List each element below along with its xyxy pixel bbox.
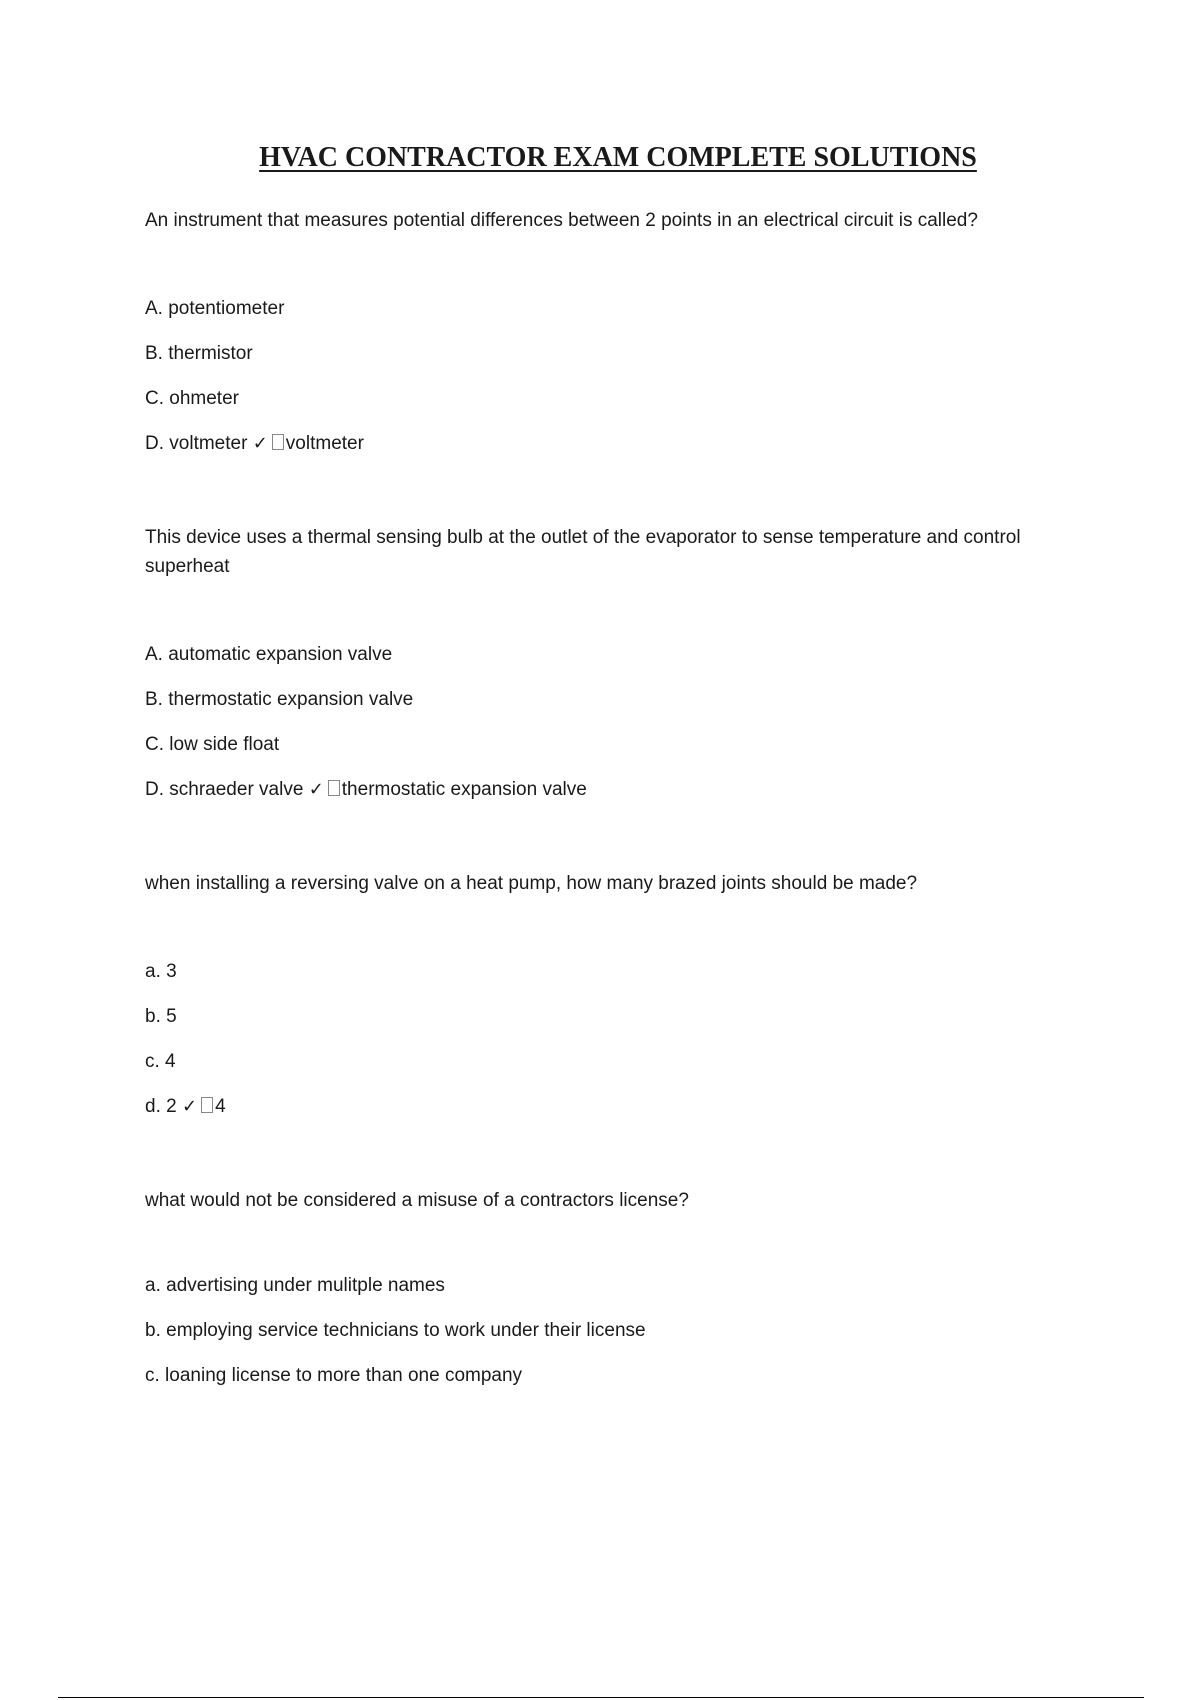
option-list xyxy=(145,298,1075,478)
question-text: This device uses a thermal sensing bulb at the outlet of the evaporator to sense temperature and control superheat xyxy=(145,527,1021,577)
question-block-4 xyxy=(145,1186,1075,1410)
option-item xyxy=(145,1051,1075,1096)
option-label: A. automatic expansion valve xyxy=(145,644,393,665)
option-item-answered xyxy=(145,1096,1075,1141)
document-body xyxy=(145,206,1075,1455)
option-label: b. 5 xyxy=(145,1006,177,1027)
option-label: c. 4 xyxy=(145,1051,176,1072)
option-item-answered xyxy=(145,779,1075,824)
answer-text: 4 xyxy=(215,1096,226,1117)
question-text: when installing a reversing valve on a heat pump, how many brazed joints should be made? xyxy=(145,873,918,894)
page-bottom-divider xyxy=(58,1697,1144,1698)
question-block-3 xyxy=(145,869,1075,1141)
option-label: D. schraeder valve xyxy=(145,779,304,800)
option-list xyxy=(145,644,1075,824)
check-mark-icon: ✓ xyxy=(308,779,324,800)
option-label: b. employing service technicians to work under their license xyxy=(145,1320,646,1341)
option-item xyxy=(145,1365,1075,1410)
option-item xyxy=(145,689,1075,734)
option-label: C. low side float xyxy=(145,734,280,755)
check-mark-icon: ✓ xyxy=(252,433,268,454)
option-item xyxy=(145,1320,1075,1365)
option-label: d. 2 xyxy=(145,1096,177,1117)
option-item xyxy=(145,1275,1075,1320)
option-label: a. advertising under mulitple names xyxy=(145,1275,445,1296)
option-list xyxy=(145,961,1075,1141)
question-block-1 xyxy=(145,206,1075,478)
option-item xyxy=(145,1006,1075,1051)
option-item xyxy=(145,644,1075,689)
question-text: what would not be considered a misuse of a contractors license? xyxy=(145,1190,689,1211)
option-item xyxy=(145,298,1075,343)
option-label: D. voltmeter xyxy=(145,433,248,454)
answer-text: voltmeter xyxy=(285,433,364,454)
option-item-answered xyxy=(145,433,1075,478)
question-block-2 xyxy=(145,523,1075,824)
option-label: a. 3 xyxy=(145,961,177,982)
check-mark-icon: ✓ xyxy=(181,1096,198,1117)
option-list xyxy=(145,1275,1075,1410)
option-label: A. potentiometer xyxy=(145,298,285,319)
option-item xyxy=(145,961,1075,1006)
option-label: B. thermostatic expansion valve xyxy=(145,689,414,710)
missing-glyph-icon xyxy=(328,780,340,796)
question-text: An instrument that measures potential differences between 2 points in an electrical circuit is called? xyxy=(145,210,978,231)
answer-text: thermostatic expansion valve xyxy=(341,779,587,800)
option-label: B. thermistor xyxy=(145,343,253,364)
missing-glyph-icon xyxy=(272,434,284,450)
option-item xyxy=(145,343,1075,388)
document-title: HVAC CONTRACTOR EXAM COMPLETE SOLUTIONS xyxy=(259,142,977,173)
option-label: c. loaning license to more than one company xyxy=(145,1365,523,1386)
option-label: C. ohmeter xyxy=(145,388,239,409)
missing-glyph-icon xyxy=(201,1097,213,1113)
option-item xyxy=(145,388,1075,433)
option-item xyxy=(145,734,1075,779)
